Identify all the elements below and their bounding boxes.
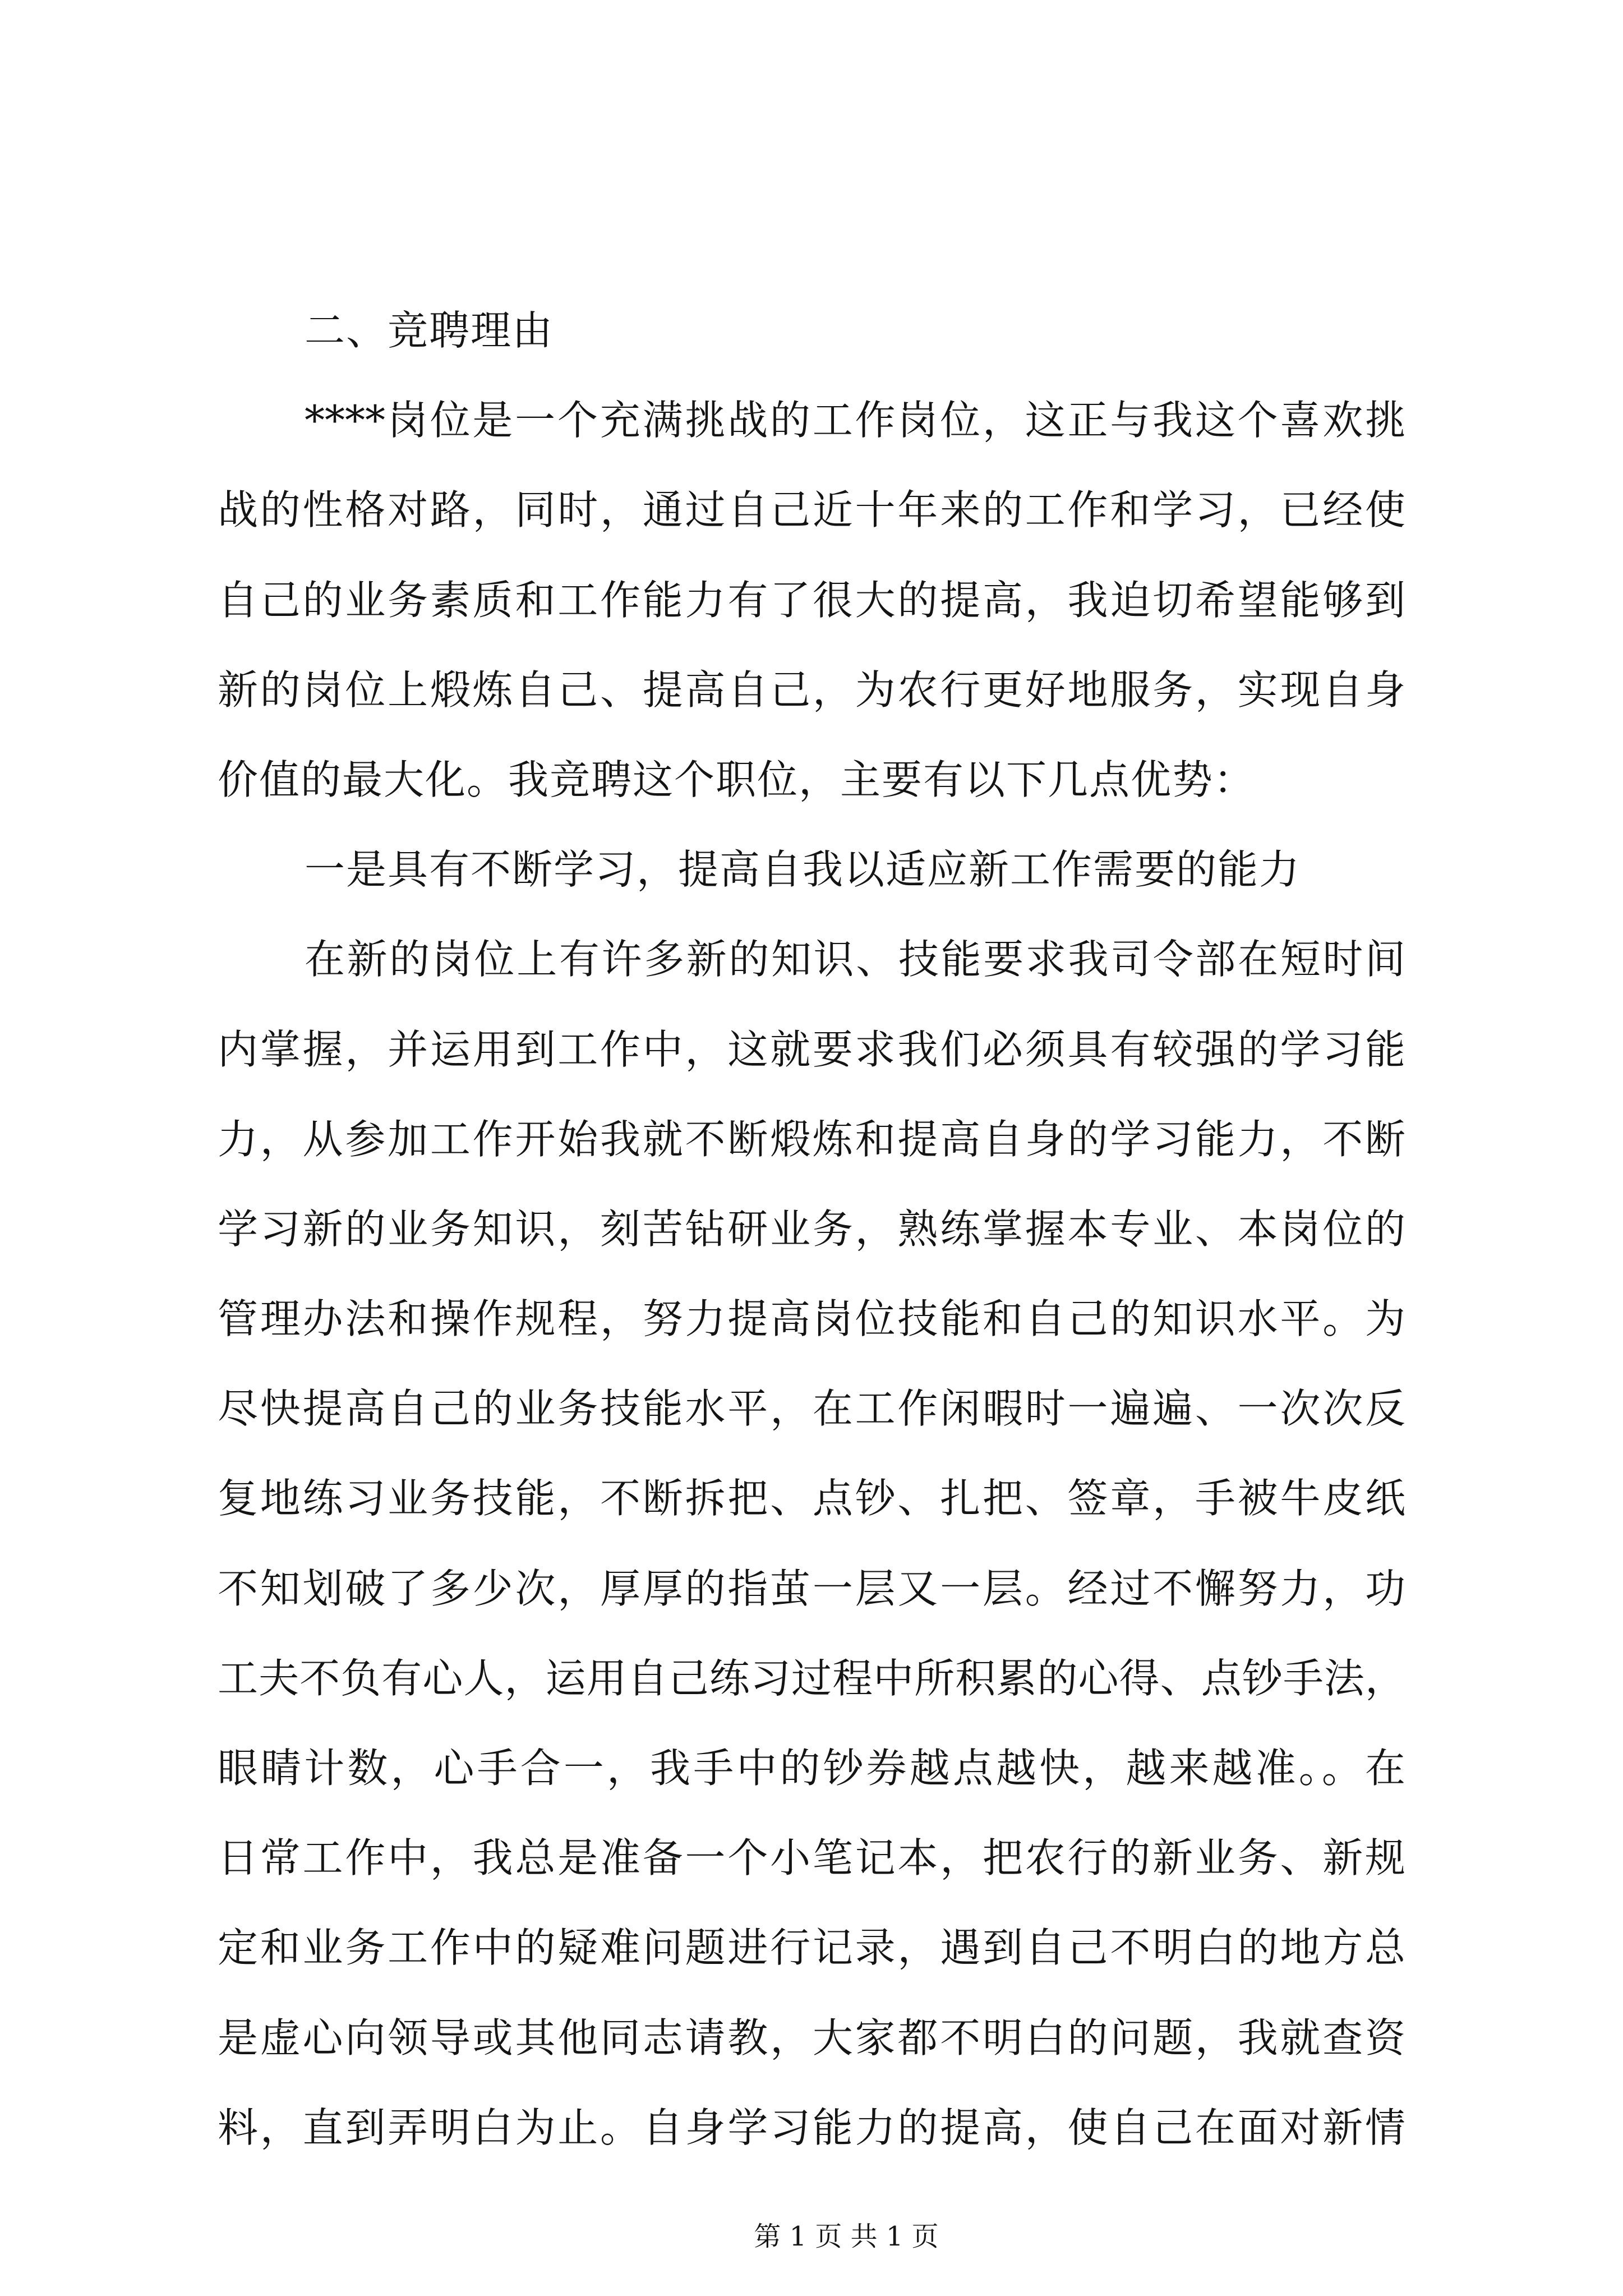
paragraph-reasons — [218, 375, 1405, 825]
body-line: 料，直到弄明白为止。自身学习能力的提高，使自己在面对新情 — [218, 2104, 1405, 2151]
body-line: 尽快提高自己的业务技能水平，在工作闲暇时一遍遍、一次次反 — [218, 1385, 1405, 1433]
body-line: 内掌握，并运用到工作中，这就要求我们必须具有较强的学习能 — [218, 1025, 1405, 1073]
body-line: 学习新的业务知识，刻苦钻研业务，熟练掌握本专业、本岗位的 — [218, 1205, 1405, 1253]
body-line: 是虚心向领导或其他同志请教，大家都不明白的问题，我就查资 — [218, 2014, 1405, 2062]
page-footer: 第 1 页 共 1 页 — [754, 2221, 939, 2252]
body-line: 定和业务工作中的疑难问题进行记录，遇到自己不明白的地方总 — [218, 1924, 1405, 1972]
body-line: 价值的最大化。我竞聘这个职位，主要有以下几点优势： — [218, 756, 1256, 803]
paragraph-learning — [218, 914, 1405, 2173]
body-line: 复地练习业务技能，不断拆把、点钞、扎把、签章，手被牛皮纸 — [218, 1475, 1405, 1522]
section-heading: 二、竞聘理由 — [305, 307, 554, 354]
body-line: 自己的业务素质和工作能力有了很大的提高，我迫切希望能够到 — [218, 576, 1405, 624]
body-line: 工夫不负有心人，运用自己练习过程中所积累的心得、点钞手法， — [218, 1654, 1405, 1702]
body-line: ****岗位是一个充满挑战的工作岗位，这正与我这个喜欢挑 — [305, 397, 1405, 444]
body-line: 不知划破了多少次，厚厚的指茧一层又一层。经过不懈努力，功 — [218, 1565, 1405, 1612]
body-line: 新的岗位上煅炼自己、提高自己，为农行更好地服务，实现自身 — [218, 666, 1405, 714]
body-line: 在新的岗位上有许多新的知识、技能要求我司令部在短时间 — [305, 936, 1405, 983]
body-line: 力，从参加工作开始我就不断煅炼和提高自身的学习能力，不断 — [218, 1115, 1405, 1163]
body-line: 眼睛计数，心手合一，我手中的钞券越点越快，越来越准。。在 — [218, 1745, 1405, 1792]
document-body — [218, 286, 1405, 2173]
subheading-line: 一是具有不断学习，提高自我以适应新工作需要的能力 — [305, 846, 1301, 894]
body-line: 战的性格对路，同时，通过自己近十年来的工作和学习，已经使 — [218, 486, 1405, 534]
body-line: 日常工作中，我总是准备一个小笔记本，把农行的新业务、新规 — [218, 1834, 1405, 1882]
paragraph-point-one — [218, 825, 1405, 914]
body-line: 管理办法和操作规程，努力提高岗位技能和自己的知识水平。为 — [218, 1295, 1405, 1343]
